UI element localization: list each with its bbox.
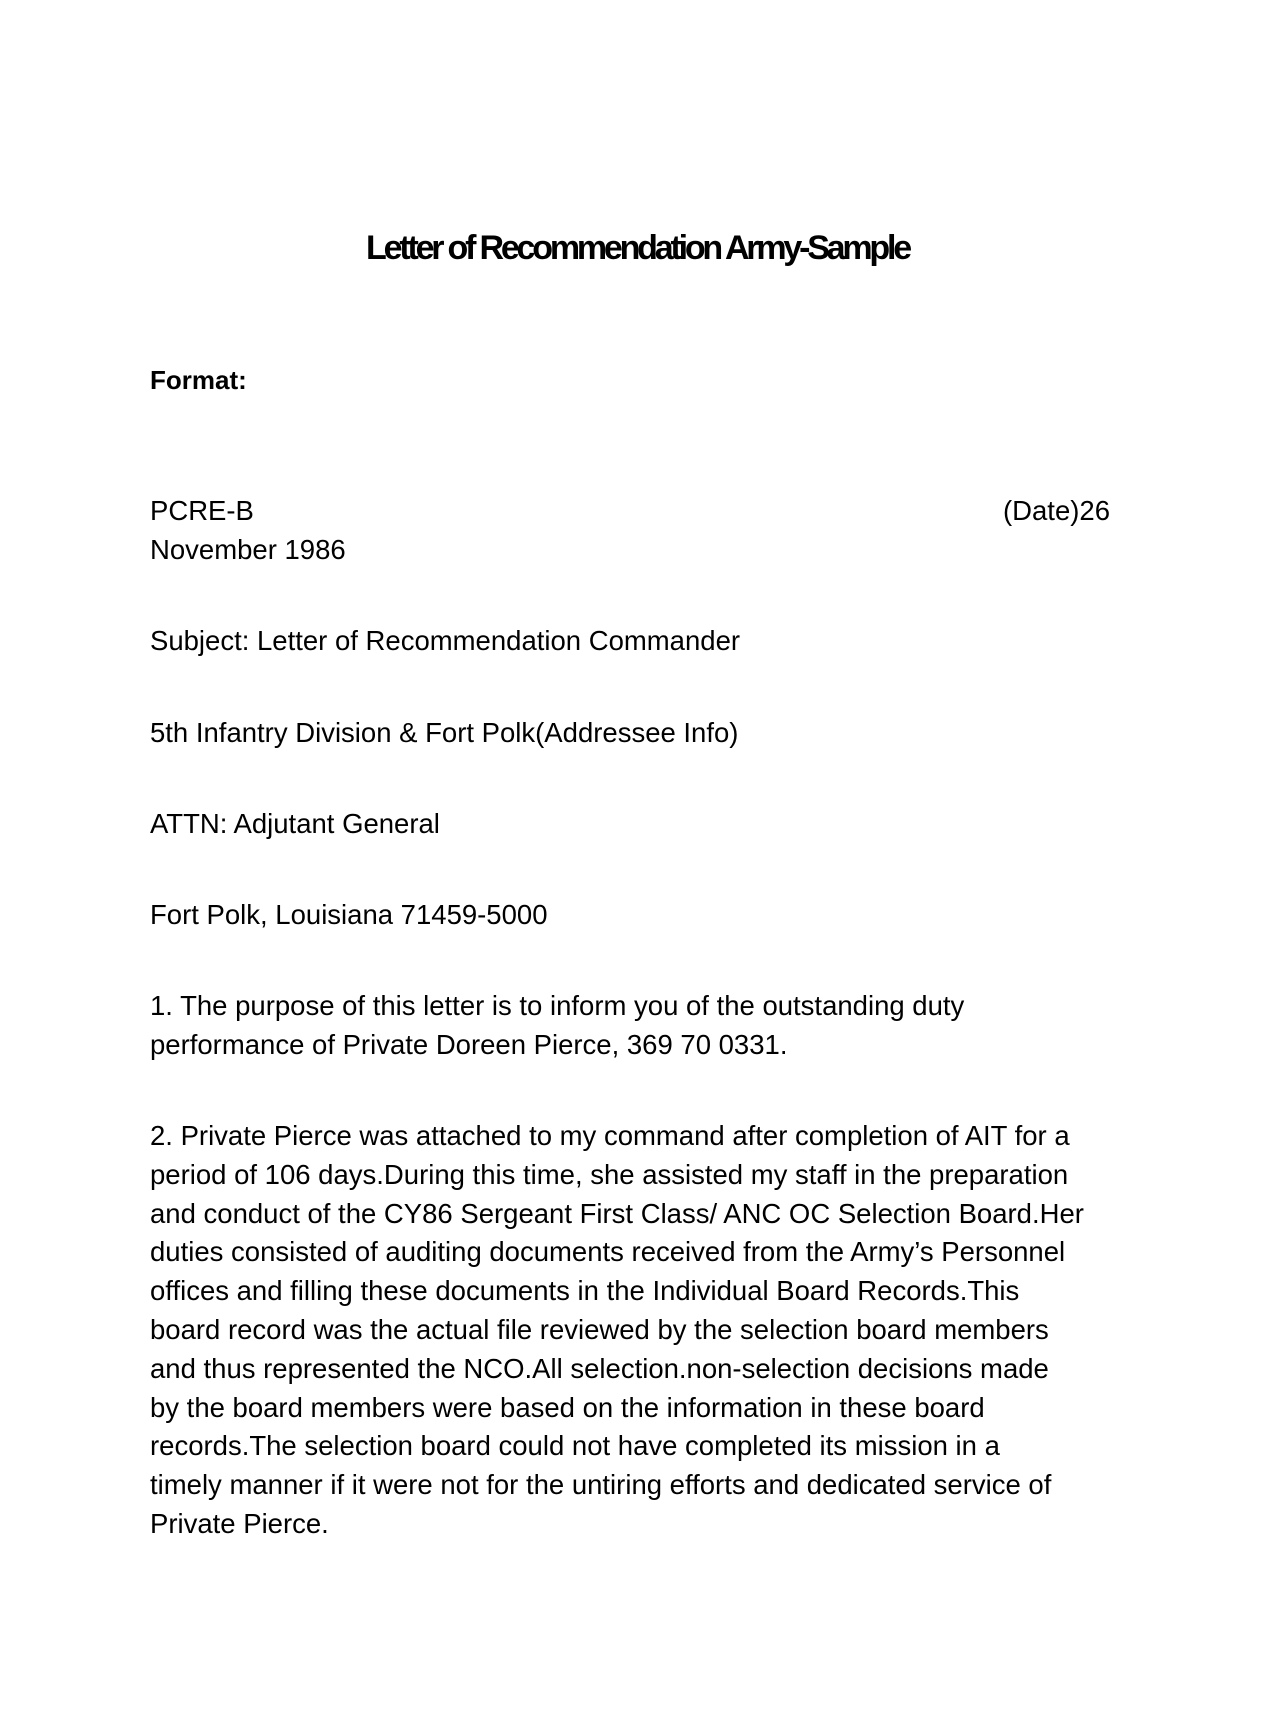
paragraph-line: board record was the actual file reviewed by the selection board members: [150, 1313, 1049, 1345]
date-prefix: (Date)26: [1003, 495, 1110, 526]
document-title: Letter of Recommendation Army-Sample: [366, 229, 909, 267]
paragraph-line: period of 106 days.During this time, she assisted my staff in the preparation: [150, 1158, 1069, 1190]
paragraph-line: 2. Private Pierce was attached to my command after completion of AIT for a: [150, 1120, 1070, 1151]
paragraph-line: timely manner if it were not for the untiring efforts and dedicated service of: [150, 1469, 1052, 1501]
paragraph-2: [150, 1117, 1150, 1544]
paragraph-line: performance of Private Doreen Pierce, 369 70 0331.: [150, 1028, 788, 1060]
paragraph-1: [150, 987, 1150, 1065]
office-symbol: PCRE-B: [150, 495, 254, 526]
subject-line: Subject: Letter of Recommendation Commander: [150, 625, 741, 656]
paragraph-line: 1. The purpose of this letter is to inform you of the outstanding duty: [150, 990, 965, 1021]
paragraph-line: by the board members were based on the information in these board: [150, 1391, 985, 1423]
addressee-line: 5th Infantry Division & Fort Polk(Addressee Info): [150, 717, 739, 748]
paragraph-line: Private Pierce.: [150, 1507, 329, 1539]
paragraph-line: offices and filling these documents in the Individual Board Records.This: [150, 1275, 1020, 1307]
paragraph-line: duties consisted of auditing documents received from the Army’s Personnel: [150, 1236, 1066, 1268]
location-line: Fort Polk, Louisiana 71459-5000: [150, 899, 548, 930]
paragraph-line: and thus represented the NCO.All selection.non-selection decisions made: [150, 1352, 1049, 1384]
paragraph-line: and conduct of the CY86 Sergeant First Class/ ANC OC Selection Board.Her: [150, 1197, 1084, 1229]
format-heading: Format:: [150, 365, 247, 395]
paragraph-line: records.The selection board could not have completed its mission in a: [150, 1430, 1000, 1462]
date-continued: November 1986: [150, 534, 346, 565]
attn-line: ATTN: Adjutant General: [150, 808, 440, 839]
